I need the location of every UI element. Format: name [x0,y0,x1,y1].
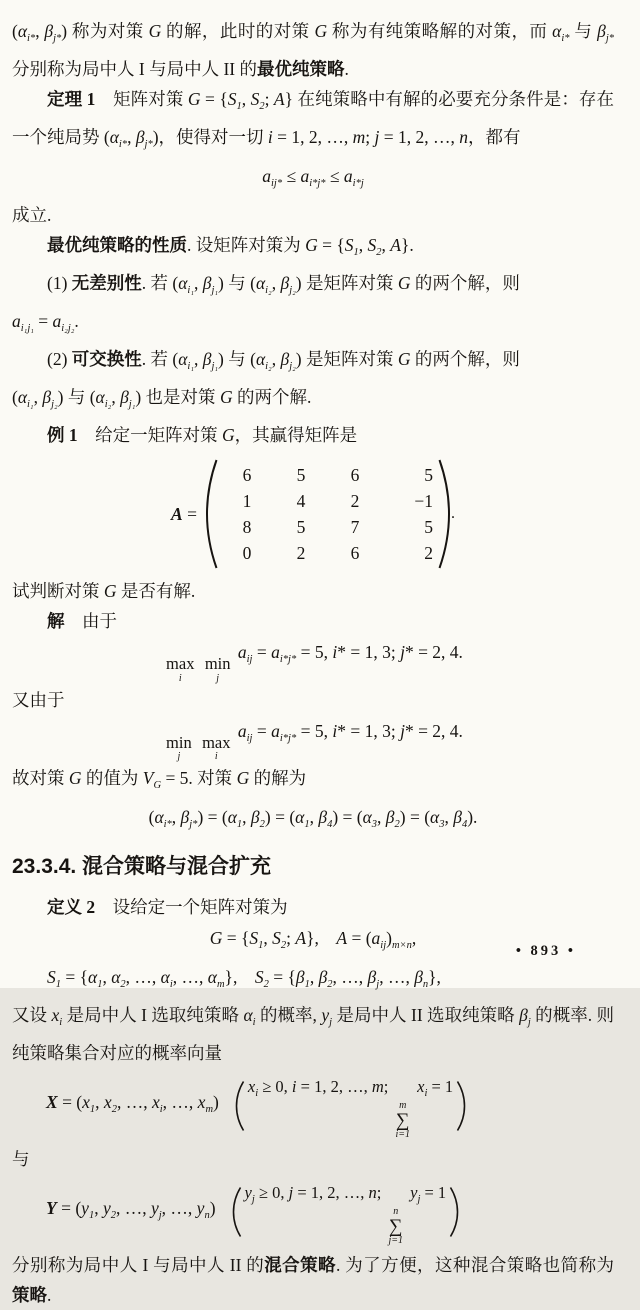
matrix-cell: 6 [350,543,360,563]
paragraph-property-2-formula: ($\alpha_{i_1}$, $\beta_{j_2}$) 与 ($\alpha_{i_2}$, $\beta_{j_1}$) 也是对策 G 的两个解. [12,387,312,410]
paragraph-game-value: 故对策 G 的值为 $V_G = 5$. 对策 G 的解为 [12,768,307,791]
paragraph-and: 与 [12,1149,30,1169]
paragraph-property-1-formula: $a_{i_1j_1} = a_{i_2j_2}$. [12,311,79,334]
formula-Y-condition [232,1178,460,1246]
formula-minmax-body: $a_{ij} = a_{i*j*} = 5$, i* = 1, 3; j* = 2, 4. [237,720,463,744]
right-paren-icon [456,1080,466,1132]
paragraph-example-1: 例 1 给定一矩阵对策 G，其赢得矩阵是 [47,425,358,445]
paragraph-properties: 最优纯策略的性质. 设矩阵对策为 $G = \{S_1$, $S_2$, A}. [47,235,414,258]
formula-Y-cond1: $y_j \ge 0$, j = 1, 2, …, n; [244,1183,386,1205]
paragraph-property-1: (1) 无差别性. 若 ($\alpha_{i_1}$, $\beta_{j_1}$) 与 ($\alpha_{i_2}$, $\beta_{j_2}$) 是矩阵对策 G 的两个解，则 [47,273,520,296]
summation-icon: n ∑ j=1 [388,1206,403,1246]
paragraph-theorem-1: 定理 1 矩阵对策 $G = \{S_1$, $S_2$; A} 在纯策略中有解的必要充分条件是：存在一个纯局势 ($\alpha_{i*}$, $\beta_{j*}$)，使得对一切 i = 1, 2, …, m; j = 1, 2, …, n，都有 [12,89,614,150]
matrix-cell: 0 [242,543,252,563]
max-operator: max i [202,732,231,762]
max-operator: max i [166,654,195,684]
formula-X-cond1: $x_i \ge 0$, i = 1, 2, …, m; [247,1077,393,1099]
matrix-cell: 5 [424,465,433,485]
matrix-grid [220,462,436,566]
matrix-lhs: A = [171,503,197,524]
matrix-cell: 2 [424,543,433,563]
matrix-right-paren-icon [438,458,451,570]
formula-Y-cond2: $y_j = 1$ [410,1183,447,1205]
formula-X-lead: $X = (x_1$, $x_2$, …, $x_i$, …, $x_m$) [46,1092,219,1115]
paragraph-final: 分别称为局中人 I 与局中人 II 的混合策略. 为了方便，这种混合策略也简称为策略. [12,1255,615,1305]
matrix-cell: 4 [296,491,306,511]
page-number: • 893 • [515,943,576,959]
formula-strategy-sets: $S_1 = \{\alpha_1$, $\alpha_2$, …, $\alpha_i$, …, $\alpha_m$}, $S_2 = \{\beta_1$, $\beta_2$, …, $\beta_j$, …, $\beta_n$}, [47,967,441,990]
matrix-cell: 8 [242,517,252,537]
min-operator: min j [166,732,192,762]
matrix-cell: −1 [414,491,433,511]
formula-game-definition: $G = \{S_1$, $S_2$; A}, $A = (a_{ij})_{m\times n}$, [209,928,417,951]
paragraph-probability-setup: 又设 $x_i$ 是局中人 I 选取纯策略 $\alpha_i$ 的概率, $y_j$ 是局中人 II 选取纯策略 $\beta_j$ 的概率. 则纯策略集合对应的概率向量 [12,1005,615,1063]
paragraph-question: 试判断对策 G 是否有解. [12,581,196,601]
matrix-cell: 5 [296,517,306,537]
matrix-cell: 1 [242,491,252,511]
left-paren-icon [232,1186,242,1238]
payoff-matrix [12,458,614,570]
formula-X-condition [235,1072,466,1140]
paragraph-definition-2: 定义 2 设给定一个矩阵对策为 [47,897,288,917]
right-paren-icon [449,1186,459,1238]
matrix-cell: 7 [350,517,360,537]
formula-vector-Y [46,1178,614,1246]
paragraph-again: 又由于 [12,689,65,710]
matrix-cell: 2 [296,543,306,563]
matrix-period: . [450,505,455,522]
formula-maxmin-body: $a_{ij} = a_{i*j*} = 5$, i* = 1, 3; j* = 2, 4. [237,642,463,665]
matrix-cell: 6 [242,465,252,485]
summation-icon: m ∑ i=1 [395,1100,410,1140]
formula-X-cond2: $x_i = 1$ [417,1077,454,1099]
section-heading: 23.3.4. 混合策略与混合扩充 [12,855,272,878]
matrix-cell: 5 [424,517,433,537]
paragraph-intro: ($\alpha_{i*}$, $\beta_{j*}$) 称为对策 G 的解，此时的对策 G 称为有纯策略解的对策，而 $\alpha_{i*}$ 与 $\beta_{j*}$ 分别称为局中人 I 与局中人 II 的最优纯策略. [12,21,615,79]
formula-maxmin [12,637,614,684]
formula-solution-set: ($\alpha_{i*}$, $\beta_{j*}) = (\alpha_1$, $\beta_2) = (\alpha_1$, $\beta_4) = (\alpha_3$, $\beta_2) = (\alpha_3$, $\beta_4$). [148,807,478,830]
formula-minmax [12,716,614,763]
formula-saddle-inequality: $a_{ij*} \le a_{i*j*} \le a_{i*j}$ [262,166,364,189]
min-operator: min j [204,654,231,684]
matrix-left-paren-icon [205,458,218,570]
matrix-cell: 2 [350,491,360,511]
formula-vector-X [46,1072,614,1140]
paragraph-chengli: 成立. [12,205,52,225]
paragraph-solution-label: 解 由于 [47,611,117,631]
formula-Y-lead: $Y = (y_1$, $y_2$, …, $y_j$, …, $y_n$) [46,1198,216,1221]
matrix-cell: 6 [350,465,360,485]
left-paren-icon [235,1080,245,1132]
matrix-cell: 5 [296,465,306,485]
paragraph-property-2: (2) 可交换性. 若 ($\alpha_{i_1}$, $\beta_{j_1}$) 与 ($\alpha_{i_2}$, $\beta_{j_2}$) 是矩阵对策 G 的两个解，则 [47,349,520,372]
